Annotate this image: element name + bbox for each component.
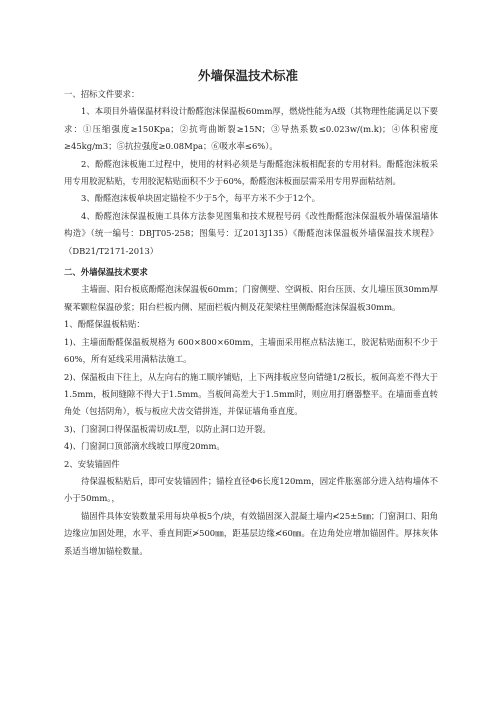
paragraph: 4、酚醛泡沫保温板施工具体方法参见图集和技术规程号码《改性酚醛泡沫保温板外墙保温墙体构造》（统一编号：DBJT05-258；图集号：辽2013J135）《酚醛泡沫保温板外墙保温技术规程》（DB21/T2171-2013） — [64, 210, 438, 256]
list-item: 2)、保温板由下往上，从左向右的施工顺序铺贴，上下两排板应竖向错缝1/2板长，板间高差不得大于1.5mm，板间缝隙不得大于1.5mm。当板间高差大于1.5mm时，则应用打磨器整平。在墙面垂直转角处（包括阴角），板与板应犬齿交错拼连，并保证墙角垂直度。 — [64, 371, 438, 417]
document-body — [64, 86, 438, 560]
paragraph: 主墙面、阳台板底酚醛泡沫保温板60mm；门窗侧壁、空调板、阳台压顶、女儿墙压顶30mm厚聚苯颗粒保温砂浆；阳台栏板内侧、屋面栏板内侧及花架梁柱里侧酚醛泡沫保温板30mm。 — [64, 284, 438, 312]
subheading: 1、酚醛保温板粘贴： — [64, 319, 145, 330]
section-1-heading: 一、招标文件要求： — [64, 89, 140, 99]
paragraph: 2、酚醛泡沫板施工过程中，使用的材料必须是与酚醛泡沫板相配套的专用材料。酚醛泡沫板采用专用胶泥粘贴，专用胶泥粘贴面积不少于60%，酚醛泡沫板面层需采用专用界面粘结剂。 — [64, 158, 438, 187]
paragraph: 1、本项目外墙保温材料设计酚醛泡沫保温板60mm厚，燃烧性能为A级（其物理性能满足以下要求：①压缩强度≥150Kpa；②抗弯曲断裂≥15N；③导热系数≤0.023w/(m.k)；④体积密度≥45kg/m3；⑤抗拉强度≥0.08Mpa；⑥吸水率≤6%）。 — [64, 106, 438, 152]
list-item: 4)、门窗洞口顶部滴水线坡口厚度20mm。 — [64, 441, 225, 452]
paragraph: 锚固件具体安装数量采用每块单板5个/块，有效锚固深入混凝土墙内≮25±5㎜；门窗洞口、阳角边缘应加固处理，水平、垂直间距≯500㎜，距基层边缘≮60㎜。在边角处应增加锚固件。厚抹灰体系适当增加锚栓数量。 — [64, 510, 438, 556]
document-title: 外墙保温技术标准 — [197, 68, 298, 83]
subheading: 2、安装锚固件 — [64, 458, 120, 469]
section-2-heading: 二、外墙保温技术要求 — [64, 267, 148, 278]
list-item: 3)、门窗洞口得保温板需切成L型，以防止洞口边开裂。 — [64, 423, 271, 434]
paragraph: 3、酚醛泡沫板单块固定锚栓不少于5个，每平方米不少于12个。 — [81, 193, 321, 204]
paragraph: 待保温板粘贴后，即可安装锚固件；锚栓直径Φ6长度120mm，固定件胀塞部分进入结构墙体不小于50mm。， — [64, 475, 438, 504]
list-item: 1)、主墙面酚醛保温板规格为 600×800×60mm，主墙面采用框点粘法施工，胶泥粘贴面积不少于60%，所有延线采用满粘法施工。 — [64, 336, 438, 365]
